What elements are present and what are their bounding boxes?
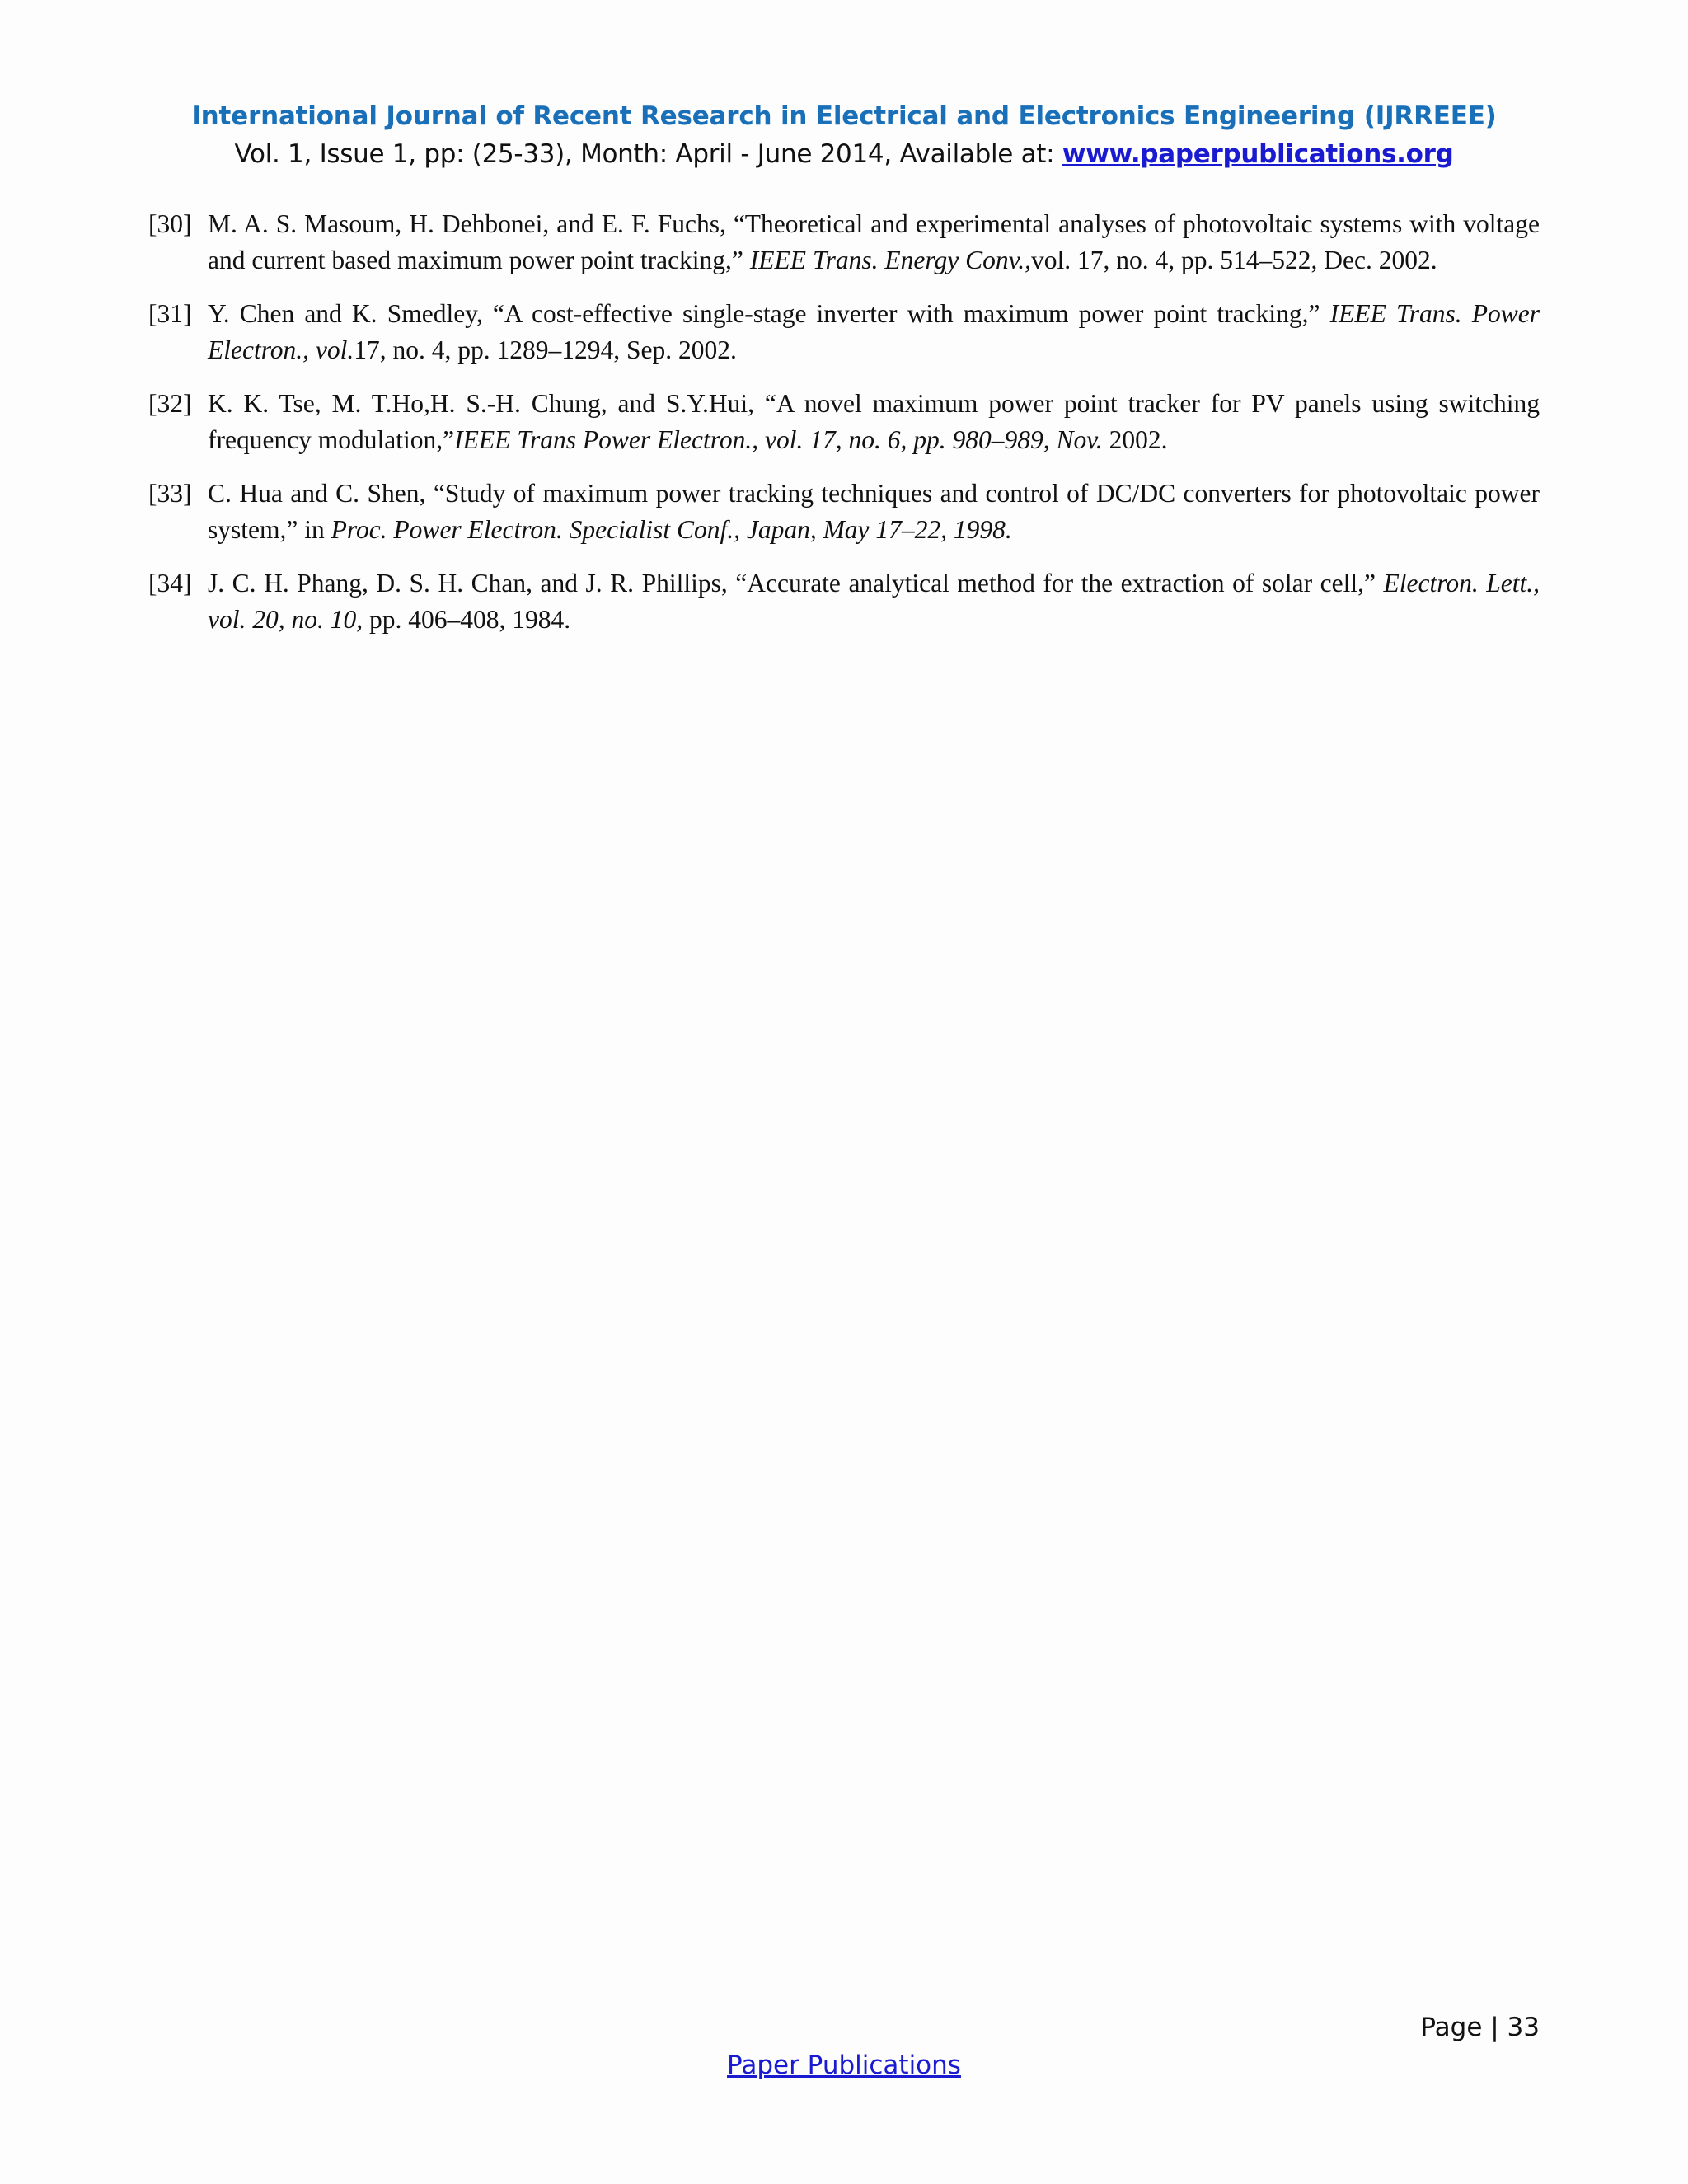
reference-number: [34] [148,569,192,598]
reference-item [148,565,1540,638]
reference-item [148,386,1540,458]
journal-info-text: Vol. 1, Issue 1, pp: (25-33), Month: April - June 2014, Available at: [234,139,1062,169]
reference-number: [33] [148,479,192,508]
reference-item [148,296,1540,368]
journal-header [0,97,1688,173]
reference-text: C. Hua and C. Shen, “Study of maximum power tracking techniques and control of DC/DC converters for photovoltaic power system,” in Proc. Power Electron. Specialist Conf., Japan, May 17–22, 1998. [208,479,1540,544]
reference-list [148,206,1540,655]
reference-number: [30] [148,209,192,238]
journal-title: International Journal of Recent Research in Electrical and Electronics Engineering (IJRREEE) [191,101,1497,131]
reference-venue: Proc. Power Electron. Specialist Conf., Japan, May 17–22, 1998. [331,515,1012,544]
reference-number: [31] [148,299,192,328]
reference-number: [32] [148,389,192,418]
reference-text: Y. Chen and K. Smedley, “A cost-effective single-stage inverter with maximum power point tracking,” IEEE Trans. Power Electron., vol.17, no. 4, pp. 1289–1294, Sep. 2002. [208,299,1540,364]
reference-venue: IEEE Trans. Energy Conv., [749,246,1032,274]
reference-text: K. K. Tse, M. T.Ho,H. S.-H. Chung, and S.Y.Hui, “A novel maximum power point tracker for PV panels using switching frequency modulation,”IEEE Trans Power Electron., vol. 17, no. 6, pp. 980–989, Nov. 2002. [208,389,1540,454]
reference-text: J. C. H. Phang, D. S. H. Chan, and J. R. Phillips, “Accurate analytical method for the extraction of solar cell,” Electron. Lett., vol. 20, no. 10, pp. 406–408, 1984. [208,569,1540,634]
reference-item [148,476,1540,548]
page-footer [0,2050,1688,2080]
publisher-link[interactable]: Paper Publications [727,2050,961,2080]
reference-text: M. A. S. Masoum, H. Dehbonei, and E. F. Fuchs, “Theoretical and experimental analyses of photovoltaic systems with voltage and current based maximum power point tracking,” IEEE Trans. Energy Conv.,vol. 17, no. 4, pp. 514–522, Dec. 2002. [208,209,1540,274]
reference-item [148,206,1540,279]
reference-venue: IEEE Trans Power Electron., vol. 17, no. 6, pp. 980–989, Nov. [454,425,1103,454]
journal-info [0,135,1688,173]
reference-venue: IEEE Trans. Power Electron., vol. [208,299,1540,364]
website-link[interactable]: www.paperpublications.org [1062,139,1454,169]
reference-venue: Electron. Lett., vol. 20, no. 10, [208,569,1540,634]
page-number: Page | 33 [1420,2013,1540,2042]
